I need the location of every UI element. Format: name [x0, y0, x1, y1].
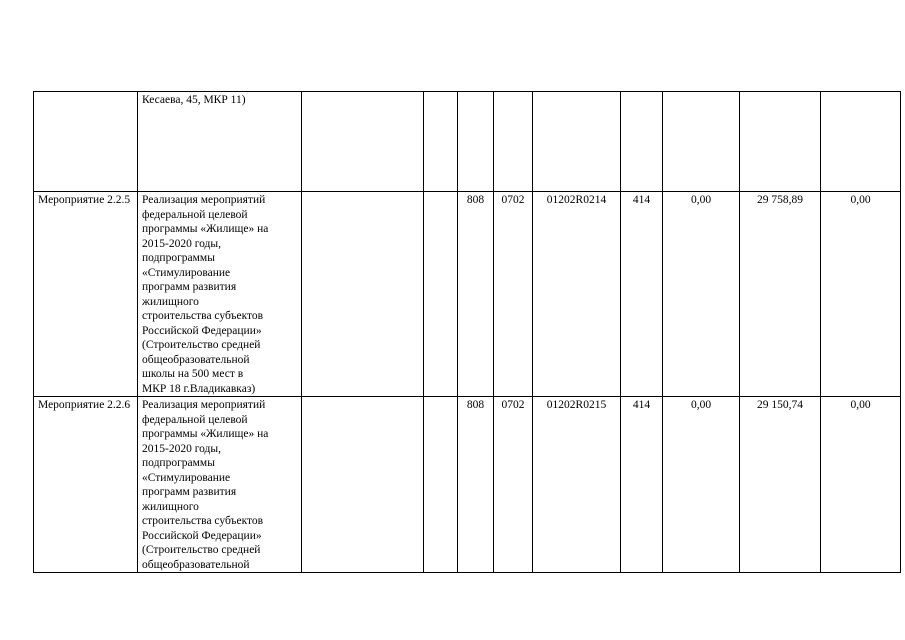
amount-year2-cell: 29 758,89 [740, 192, 821, 397]
amount-year2-cell [740, 92, 821, 192]
measure-id-cell: Мероприятие 2.2.6 [34, 397, 138, 573]
measure-name-line: программ развития [142, 486, 237, 498]
executor-cell [302, 397, 424, 573]
measure-id-cell [34, 92, 138, 192]
measure-name-line: 2015-2020 годы, [142, 442, 222, 455]
measure-name-line: (Строительство средней [142, 339, 261, 351]
executor-cell [302, 92, 424, 192]
measure-name-line: Российской Федерации» [142, 324, 262, 337]
measure-name-line: жилищного [142, 295, 199, 308]
measure-name-line: строительства субъектов [142, 310, 264, 322]
section-code-cell [494, 92, 533, 192]
table-row [34, 192, 901, 397]
grbs-code-cell: 808 [458, 192, 494, 397]
budget-table [33, 91, 901, 573]
measure-name-line: жилищного [142, 500, 199, 513]
section-code-cell: 0702 [494, 192, 533, 397]
empty-cell [424, 192, 458, 397]
measure-name-line: подпрограммы [142, 252, 215, 264]
table-row [34, 92, 901, 192]
measure-id-cell: Мероприятие 2.2.5 [34, 192, 138, 397]
target-article-cell: 01202R0215 [533, 397, 621, 573]
section-code-cell: 0702 [494, 397, 533, 573]
measure-name-line: 2015-2020 годы, [142, 237, 222, 250]
expense-type-cell: 414 [621, 397, 663, 573]
amount-year1-cell: 0,00 [663, 192, 740, 397]
measure-name-cell [138, 397, 302, 573]
measure-name-line: Реализация мероприятий [142, 194, 266, 206]
table-row [34, 397, 901, 573]
measure-name-cell [138, 192, 302, 397]
grbs-code-cell: 808 [458, 397, 494, 573]
measure-name-line: общеобразовательной [142, 558, 250, 571]
measure-name-line: общеобразовательной [142, 353, 250, 366]
measure-name-line: (Строительство средней [142, 544, 261, 556]
amount-year1-cell: 0,00 [663, 397, 740, 573]
amount-year1-cell [663, 92, 740, 192]
measure-name-line: «Стимулирование [142, 266, 231, 279]
measure-name-line: школы на 500 мест в [142, 368, 244, 380]
empty-cell [424, 92, 458, 192]
measure-name-line: программы «Жилище» на [142, 223, 269, 235]
measure-name-line: Кесаева, 45, МКР 11) [142, 94, 246, 106]
grbs-code-cell [458, 92, 494, 192]
measure-name-line: программы «Жилище» на [142, 428, 269, 440]
measure-name-line: программ развития [142, 281, 237, 293]
target-article-cell: 01202R0214 [533, 192, 621, 397]
measure-name-line: строительства субъектов [142, 515, 264, 527]
executor-cell [302, 192, 424, 397]
measure-name-line: «Стимулирование [142, 471, 231, 484]
amount-year3-cell [821, 92, 901, 192]
expense-type-cell: 414 [621, 192, 663, 397]
empty-cell [424, 397, 458, 573]
measure-name-line: Российской Федерации» [142, 529, 262, 542]
measure-name-line: Реализация мероприятий [142, 399, 266, 411]
amount-year3-cell: 0,00 [821, 192, 901, 397]
measure-name-line: федеральной целевой [142, 413, 248, 426]
measure-name-line: МКР 18 г.Владикавказ) [142, 382, 256, 395]
measure-name-cell [138, 92, 302, 192]
expense-type-cell [621, 92, 663, 192]
measure-name-line: подпрограммы [142, 457, 215, 469]
amount-year2-cell: 29 150,74 [740, 397, 821, 573]
target-article-cell [533, 92, 621, 192]
amount-year3-cell: 0,00 [821, 397, 901, 573]
measure-name-line: федеральной целевой [142, 208, 248, 221]
